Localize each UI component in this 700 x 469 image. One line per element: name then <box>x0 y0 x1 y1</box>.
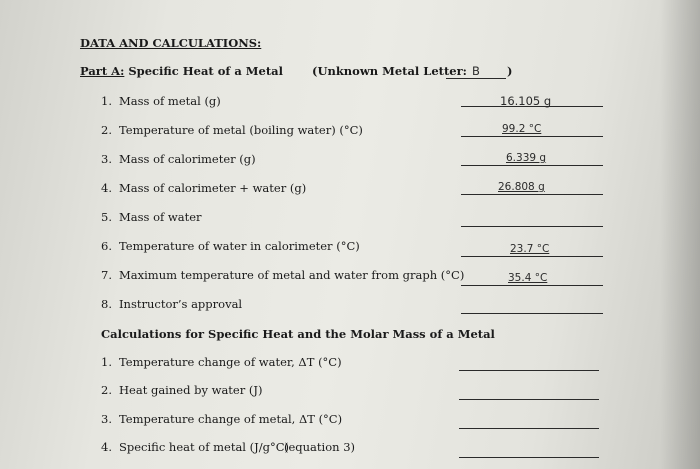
part-a-heading <box>80 64 283 78</box>
data-item-8-number: 8. <box>101 297 112 311</box>
part-label: Part A: <box>80 64 125 78</box>
data-item-3-value: 6.339 g <box>506 152 547 164</box>
data-item-2-label: Temperature of metal (boiling water) (°C) <box>119 123 363 137</box>
data-item-2-value: 99.2 °C <box>502 123 542 135</box>
calc-item-3-number: 3. <box>101 412 112 426</box>
data-item-6-line <box>461 256 603 257</box>
data-item-6-value: 23.7 °C <box>510 243 550 255</box>
unknown-metal-close: ) <box>507 64 513 78</box>
data-item-3-line <box>461 165 603 166</box>
data-item-8-line <box>461 313 603 314</box>
data-item-1-value: 16.105 g <box>500 94 552 108</box>
calc-item-2-line <box>459 399 599 400</box>
unknown-metal-line <box>446 78 506 79</box>
data-item-2-number: 2. <box>101 123 112 137</box>
data-item-4-label: Mass of calorimeter + water (g) <box>119 181 307 195</box>
data-item-7-line <box>461 285 603 286</box>
unknown-metal-value: B <box>472 64 480 78</box>
data-item-1-label: Mass of metal (g) <box>119 94 221 108</box>
calc-item-1-number: 1. <box>101 355 112 369</box>
calc-item-4-line <box>459 457 599 458</box>
data-item-1-number: 1. <box>101 94 112 108</box>
data-item-3-number: 3. <box>101 152 112 166</box>
calc-item-1-line <box>459 370 599 371</box>
section-title: DATA AND CALCULATIONS: <box>80 36 262 50</box>
calc-item-2-number: 2. <box>101 383 112 397</box>
data-item-8-label: Instructor’s approval <box>119 297 243 311</box>
data-item-2-line <box>461 136 603 137</box>
calc-item-3-label: Temperature change of metal, ΔT (°C) <box>119 412 343 426</box>
calc-item-3-line <box>459 428 599 429</box>
data-item-4-value: 26.808 g <box>498 181 545 193</box>
page-shadow <box>660 0 700 469</box>
data-item-7-number: 7. <box>101 268 112 282</box>
data-item-5-label: Mass of water <box>119 210 202 224</box>
data-item-6-number: 6. <box>101 239 112 253</box>
calc-item-4-note: (equation 3) <box>284 440 356 454</box>
unknown-metal-label: (Unknown Metal Letter: <box>312 64 467 78</box>
calc-item-4-number: 4. <box>101 440 112 454</box>
data-item-3-label: Mass of calorimeter (g) <box>119 152 256 166</box>
calc-item-1-label: Temperature change of water, ΔT (°C) <box>119 355 342 369</box>
data-item-5-line <box>461 226 603 227</box>
data-item-4-number: 4. <box>101 181 112 195</box>
data-item-5-number: 5. <box>101 210 112 224</box>
calculations-heading: Calculations for Specific Heat and the Molar Mass of a Metal <box>101 327 495 341</box>
data-item-7-value: 35.4 °C <box>508 272 548 284</box>
data-item-6-label: Temperature of water in calorimeter (°C) <box>119 239 360 253</box>
calc-item-4-label: Specific heat of metal (J/g°C) <box>119 440 290 454</box>
part-title: Specific Heat of a Metal <box>128 64 283 78</box>
data-item-7-label: Maximum temperature of metal and water from graph (°C) <box>119 268 465 282</box>
data-item-4-line <box>461 194 603 195</box>
calc-item-2-label: Heat gained by water (J) <box>119 383 263 397</box>
